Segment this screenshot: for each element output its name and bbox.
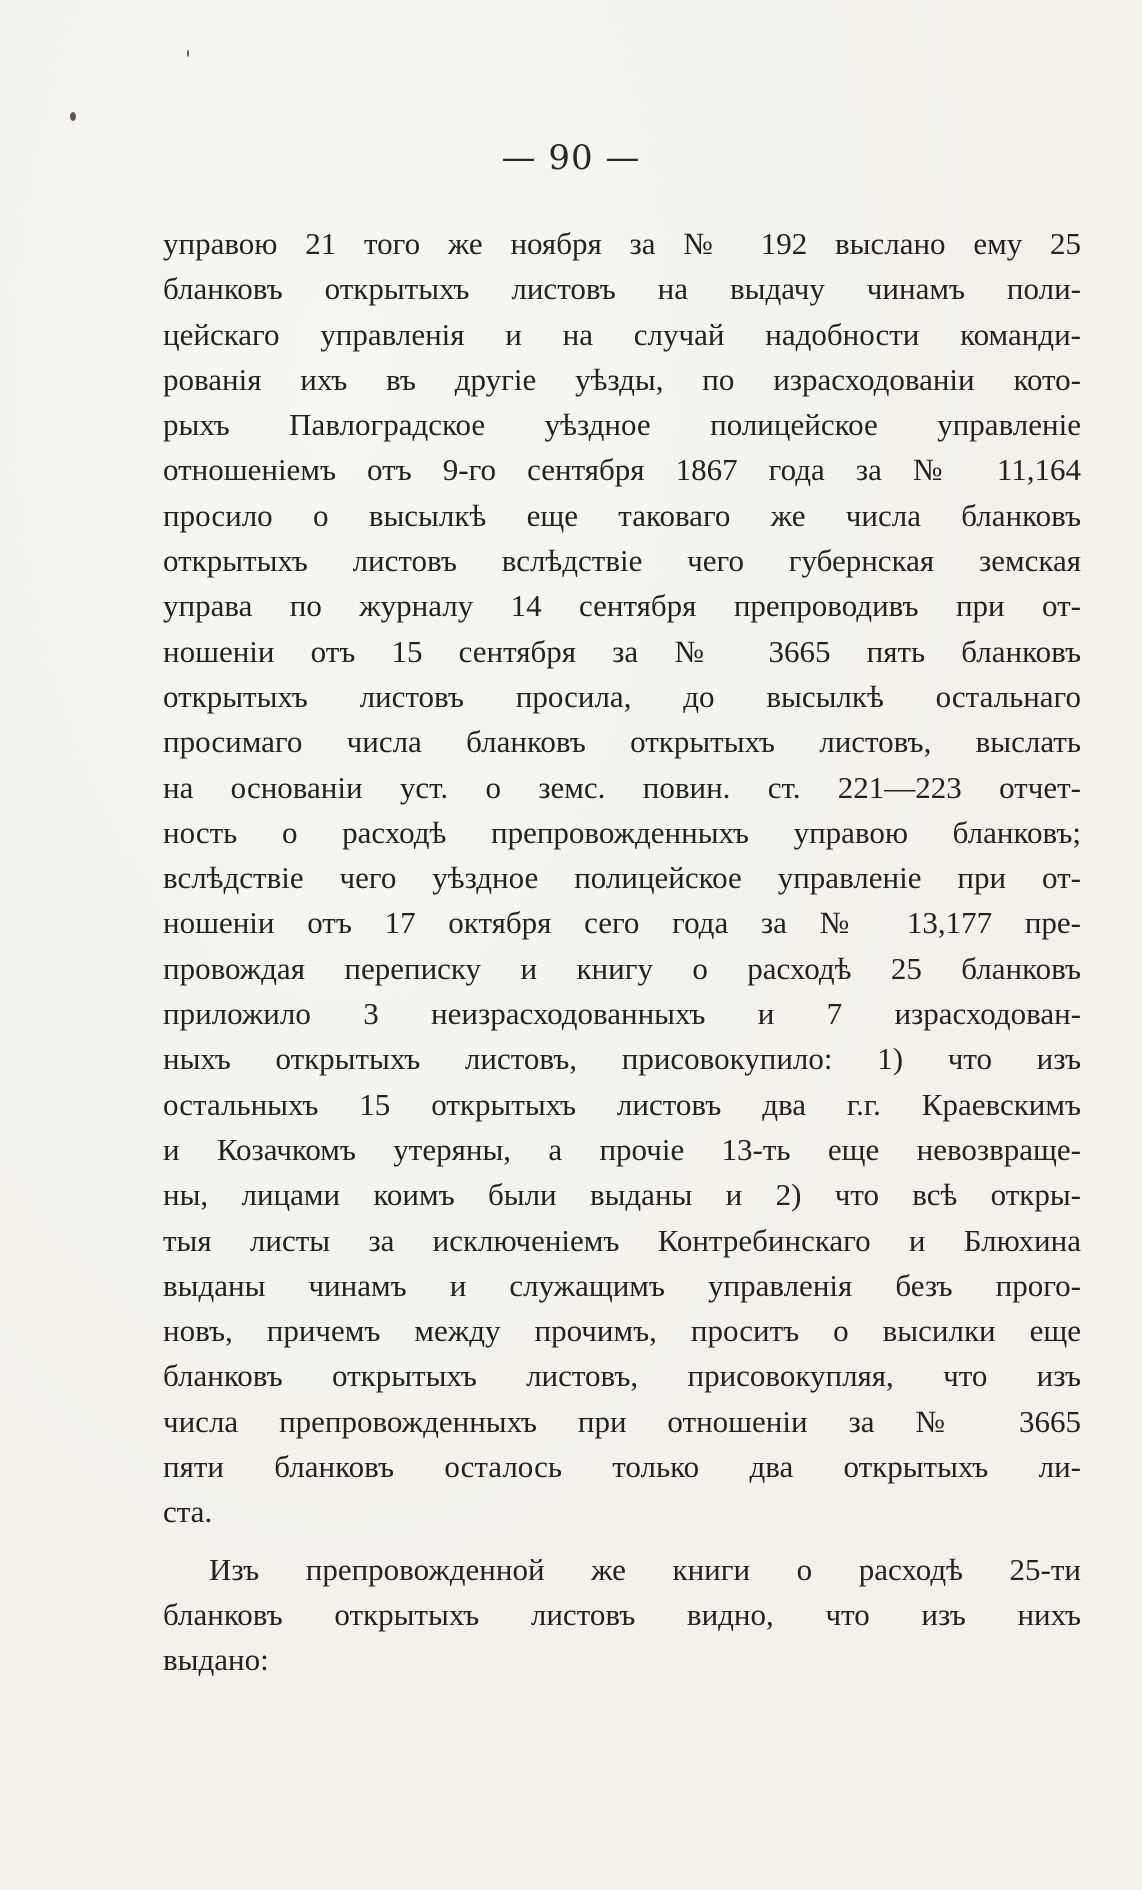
text-line: просимаго числа бланковъ открытыхъ листовъ, выслать <box>163 724 1081 760</box>
text-line: просило о высылкѣ еще таковаго же числа бланковъ <box>163 497 1081 533</box>
text-line: Изъ препровожденной же книги о расходѣ 25-ти <box>209 1551 1081 1587</box>
ink-speck <box>70 112 76 121</box>
text-line: выданы чинамъ и служащимъ управленія безъ прого- <box>163 1267 1081 1303</box>
ink-speck <box>187 50 189 57</box>
text-line: открытыхъ листовъ просила, до высылкѣ остальнаго <box>163 678 1081 714</box>
text-line: управа по журналу 14 сентября препроводивъ при от- <box>163 588 1081 624</box>
text-line: и Козачкомъ утеряны, а прочіе 13-ть еще невозвраще- <box>163 1131 1081 1167</box>
text-line: ношеніи отъ 17 октября сего года за № 13,177 пре- <box>163 905 1081 941</box>
text-line: остальныхъ 15 открытыхъ листовъ два г.г. Краевскимъ <box>163 1086 1081 1122</box>
text-line: бланковъ открытыхъ листовъ на выдачу чинамъ поли- <box>163 271 1081 307</box>
text-line: провождая переписку и книгу о расходѣ 25 бланковъ <box>163 950 1081 986</box>
text-line: пяти бланковъ осталось только два открытыхъ ли- <box>163 1449 1081 1485</box>
text-line: тыя листы за исключеніемъ Контребинскаго и Блюхина <box>163 1222 1081 1258</box>
text-line: управою 21 того же ноября за № 192 выслано ему 25 <box>163 226 1081 261</box>
text-line: вслѣдствіе чего уѣздное полицейское управленіе при от- <box>163 860 1081 896</box>
text-line: новъ, причемъ между прочимъ, проситъ о высилки еще <box>163 1313 1081 1349</box>
text-line: на основаніи уст. о земс. повин. ст. 221—223 отчет- <box>163 769 1081 805</box>
paragraph-gap <box>163 1535 1081 1547</box>
body-text <box>163 221 1081 1683</box>
text-line: ста. <box>163 1494 213 1530</box>
text-line: цейскаго управленія и на случай надобности команди- <box>163 316 1081 352</box>
page-number: — 90 — <box>501 138 641 178</box>
text-line: приложило 3 неизрасходованныхъ и 7 израсходован- <box>163 996 1081 1032</box>
text-line: рованія ихъ въ другіе уѣзды, по израсходованіи кото- <box>163 361 1081 397</box>
text-line: открытыхъ листовъ вслѣдствіе чего губернская земская <box>163 543 1081 579</box>
paragraph-2 <box>163 1547 1081 1683</box>
text-line: бланковъ открытыхъ листовъ, присовокупляя, что изъ <box>163 1358 1081 1394</box>
paragraph-1 <box>163 221 1081 1535</box>
text-line: рыхъ Павлоградское уѣздное полицейское управленіе <box>163 407 1081 443</box>
text-line: выдано: <box>163 1642 269 1678</box>
text-line: ныхъ открытыхъ листовъ, присовокупило: 1) что изъ <box>163 1041 1081 1077</box>
text-line: ны, лицами коимъ были выданы и 2) что всѣ откры- <box>163 1177 1081 1213</box>
text-line: ношеніи отъ 15 сентября за № 3665 пять бланковъ <box>163 633 1081 669</box>
text-line: числа препровожденныхъ при отношеніи за № 3665 <box>163 1403 1081 1439</box>
text-line: отношеніемъ отъ 9-го сентября 1867 года за № 11,164 <box>163 452 1081 488</box>
text-line: бланковъ открытыхъ листовъ видно, что изъ нихъ <box>163 1596 1081 1632</box>
text-line: ность о расходѣ препровожденныхъ управою бланковъ; <box>163 814 1081 850</box>
